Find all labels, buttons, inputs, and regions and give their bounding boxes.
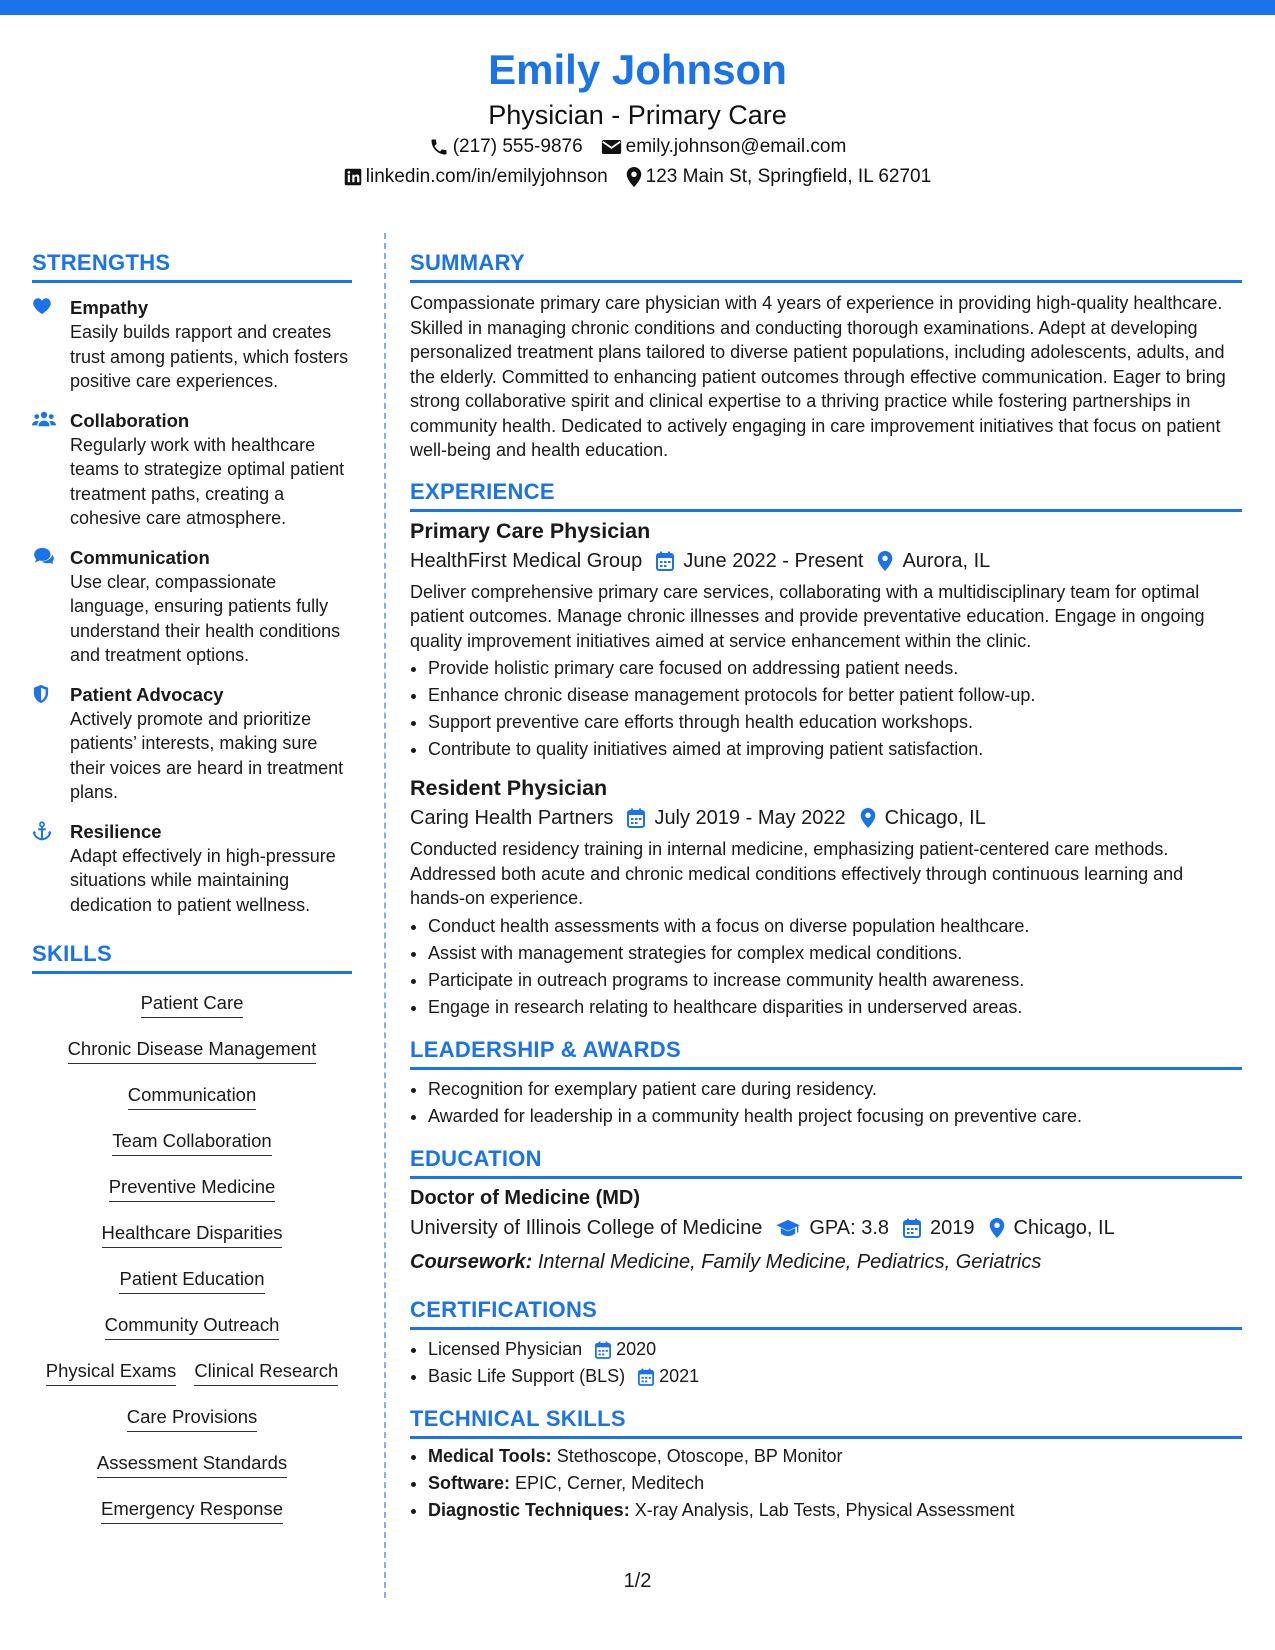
certifications-section	[410, 1295, 1242, 1390]
job-meta	[410, 803, 1242, 833]
tech-label: Diagnostic Techniques:	[428, 1499, 630, 1520]
job-entry	[410, 773, 1242, 1021]
strengths-section	[32, 248, 352, 917]
map-pin-icon	[989, 1218, 1005, 1238]
calendar-icon	[638, 1368, 654, 1386]
envelope-icon	[601, 138, 622, 156]
strength-name: Patient Advocacy	[70, 683, 224, 705]
technical-skills-heading: TECHNICAL SKILLS	[410, 1405, 626, 1431]
list-item: • Support preventive care efforts through health education workshops.	[428, 709, 1242, 736]
users-icon	[32, 408, 56, 531]
job-desc: Deliver comprehensive primary care services, collaborating with a multidisciplinary team for optimal patient outcomes. Manage chronic illnesses and provide preventative education. Engage in ongoing quality improvement initiatives aimed at service enhancement within the clinic.	[410, 581, 1205, 651]
skill-tag: Emergency Response	[101, 1496, 283, 1524]
list-item: • Assist with management strategies for complex medical conditions.	[428, 940, 1242, 967]
education-meta	[410, 1213, 1242, 1243]
gpa-text: GPA: 3.8	[809, 1216, 890, 1239]
column-divider	[384, 233, 386, 1598]
skill-tag: Physical Exams	[46, 1358, 177, 1386]
skills-row	[32, 1128, 352, 1174]
map-pin-icon	[626, 167, 642, 187]
strength-desc: Adapt effectively in high-pressure situations while maintaining dedication to patient wellness.	[70, 845, 336, 915]
skills-row	[32, 1036, 352, 1082]
linkedin-icon	[344, 168, 362, 186]
certifications-list	[410, 1336, 1242, 1390]
section-rule	[32, 280, 352, 283]
job-title: Primary Care Physician	[410, 518, 651, 543]
calendar-icon	[595, 1341, 611, 1359]
list-item: • Awarded for leadership in a community health project focusing on preventive care.	[428, 1103, 1242, 1130]
right-column	[410, 248, 1242, 1534]
summary-text: Compassionate primary care physician with 4 years of experience in providing high-quality healthcare. Skilled in managing chronic conditions and conducting thorough examinations. Adept at developing personalized treatment plans tailored to diverse patient populations, including adolescents, adults, and the elderly. Committed to enhancing patient outcomes through effective communication. Eager to bring strong collaborative spirit and clinical expertise to a thriving practice while fostering partnerships in community health. Dedicated to actively engaging in care improvement initiatives that focus on patient well-being and health education.	[410, 293, 1226, 460]
section-rule	[410, 1176, 1242, 1179]
job-bullets	[410, 655, 1242, 763]
skill-tag: Community Outreach	[105, 1312, 280, 1340]
experience-heading: EXPERIENCE	[410, 478, 555, 504]
technical-skills-section	[410, 1404, 1242, 1524]
job-location-text: Chicago, IL	[884, 807, 986, 829]
skills-row	[32, 990, 352, 1036]
shield-icon	[32, 682, 56, 805]
list-item: • Contribute to quality initiatives aimed at improving patient satisfaction.	[428, 736, 1242, 763]
certifications-heading: CERTIFICATIONS	[410, 1296, 598, 1322]
strength-item	[32, 408, 352, 531]
calendar-icon	[903, 1218, 921, 1238]
education-heading: EDUCATION	[410, 1145, 542, 1171]
skills-section	[32, 939, 352, 1542]
anchor-icon	[32, 819, 56, 918]
company-name: Caring Health Partners	[410, 807, 614, 829]
section-rule	[410, 280, 1242, 283]
phone-icon	[429, 137, 449, 157]
company-name: HealthFirst Medical Group	[410, 549, 643, 572]
map-pin-icon	[877, 551, 893, 571]
top-accent-bar	[0, 0, 1275, 15]
skills-row	[32, 1404, 352, 1450]
contact-email[interactable]	[601, 132, 847, 162]
list-item: • Recognition for exemplary patient care during residency.	[428, 1076, 1242, 1103]
list-item	[428, 1470, 1242, 1497]
contact-row-2	[0, 162, 1275, 192]
candidate-name: Emily Johnson	[488, 46, 787, 93]
strength-item	[32, 682, 352, 805]
cert-year: 2020	[616, 1338, 657, 1359]
strength-desc: Easily builds rapport and creates trust among patients, which fosters positive care experiences.	[70, 322, 349, 391]
skills-row	[32, 1174, 352, 1220]
skill-tag: Patient Care	[141, 990, 244, 1018]
strength-name: Empathy	[70, 297, 149, 318]
candidate-title: Physician - Primary Care	[488, 100, 787, 130]
graduation-cap-icon	[776, 1219, 800, 1237]
job-title: Resident Physician	[410, 776, 608, 800]
list-item: • Conduct health assessments with a focus on diverse population healthcare.	[428, 913, 1242, 940]
summary-heading: SUMMARY	[410, 250, 525, 275]
job-dates	[627, 803, 845, 833]
list-item: • Enhance chronic disease management protocols for better patient follow-up.	[428, 682, 1242, 709]
heart-icon	[32, 295, 56, 394]
address-text: 123 Main St, Springfield, IL 62701	[645, 166, 932, 187]
school-name: University of Illinois College of Medicine	[410, 1216, 763, 1239]
skill-tag: Healthcare Disparities	[102, 1220, 283, 1248]
job-bullets	[410, 913, 1242, 1021]
skills-heading: SKILLS	[32, 941, 113, 966]
skills-row	[32, 1220, 352, 1266]
section-rule	[410, 1327, 1242, 1330]
job-location-text: Aurora, IL	[902, 549, 991, 572]
section-rule	[410, 1436, 1242, 1439]
resume-header	[0, 40, 1275, 192]
skill-tag: Care Provisions	[127, 1404, 258, 1432]
skills-row	[32, 1266, 352, 1312]
list-item	[428, 1336, 1242, 1363]
skills-row	[32, 1496, 352, 1542]
skill-tag: Communication	[128, 1082, 257, 1110]
job-location	[877, 546, 990, 576]
skills-row	[32, 1082, 352, 1128]
experience-section	[410, 477, 1242, 1021]
strength-desc: Actively promote and prioritize patients’ interests, making sure their voices are heard in treatment plans.	[70, 708, 344, 802]
skill-tag: Chronic Disease Management	[68, 1036, 317, 1064]
leadership-bullets	[410, 1076, 1242, 1130]
skill-tag: Assessment Standards	[97, 1450, 287, 1478]
page-number: 1/2	[623, 1570, 652, 1592]
contact-address	[626, 162, 932, 192]
list-item	[428, 1443, 1242, 1470]
leadership-heading: LEADERSHIP & AWARDS	[410, 1036, 681, 1062]
summary-section	[410, 248, 1242, 463]
list-item	[428, 1497, 1242, 1524]
section-rule	[410, 509, 1242, 512]
job-dates	[656, 546, 863, 576]
linkedin-text: linkedin.com/in/emilyjohnson	[365, 166, 608, 187]
skill-tag: Patient Education	[119, 1266, 264, 1294]
strength-name: Resilience	[70, 820, 162, 842]
section-rule	[410, 1067, 1242, 1070]
job-desc: Conducted residency training in internal medicine, emphasizing patient-centered care methods. Addressed both acute and chronic medical conditions effectively through continuous learning and hands-on experience.	[410, 839, 1184, 908]
list-item: • Provide holistic primary care focused on addressing patient needs.	[428, 655, 1242, 682]
tech-value: X-ray Analysis, Lab Tests, Physical Assessment	[634, 1499, 1015, 1520]
strengths-heading: STRENGTHS	[32, 250, 171, 275]
degree-name: Doctor of Medicine (MD)	[410, 1186, 640, 1209]
strength-item	[32, 819, 352, 918]
map-pin-icon	[860, 808, 876, 828]
skills-row	[32, 1358, 352, 1404]
job-location	[860, 803, 986, 833]
strength-item	[32, 545, 352, 668]
job-meta	[410, 546, 1242, 576]
tech-label: Medical Tools:	[428, 1445, 552, 1466]
list-item: • Engage in research relating to healthcare disparities in underserved areas.	[428, 994, 1242, 1021]
comments-icon	[32, 545, 56, 668]
tech-label: Software:	[428, 1472, 511, 1493]
left-column	[32, 248, 352, 1542]
contact-linkedin[interactable]	[344, 162, 608, 192]
list-item	[428, 1363, 1242, 1390]
education-section	[410, 1144, 1242, 1277]
skill-tag: Preventive Medicine	[109, 1174, 276, 1202]
contact-row-1	[0, 132, 1275, 162]
education-year	[903, 1213, 975, 1243]
cert-year: 2021	[659, 1365, 700, 1386]
cert-name: Basic Life Support (BLS)	[428, 1365, 626, 1386]
strength-desc: Use clear, compassionate language, ensuring patients fully understand their health conditions and treatment options.	[70, 571, 341, 665]
calendar-icon	[627, 808, 645, 828]
coursework	[410, 1247, 1242, 1277]
skills-row	[32, 1312, 352, 1358]
calendar-icon	[656, 551, 674, 571]
section-rule	[32, 971, 352, 974]
technical-skills-list	[410, 1443, 1242, 1524]
strength-name: Collaboration	[70, 409, 190, 431]
contact-phone[interactable]	[429, 132, 583, 162]
skills-row	[32, 1450, 352, 1496]
job-dates-text: July 2019 - May 2022	[654, 807, 846, 829]
skills-list	[32, 990, 352, 1542]
strength-name: Communication	[70, 546, 210, 568]
strength-desc: Regularly work with healthcare teams to strategize optimal patient treatment paths, creating a cohesive care atmosphere.	[70, 434, 345, 528]
leadership-section	[410, 1035, 1242, 1130]
coursework-list: Internal Medicine, Family Medicine, Pediatrics, Geriatrics	[537, 1250, 1042, 1273]
job-dates-text: June 2022 - Present	[683, 549, 864, 572]
strength-item	[32, 295, 352, 394]
coursework-label: Coursework:	[410, 1250, 533, 1273]
year-text: 2019	[930, 1216, 975, 1239]
education-gpa	[776, 1213, 889, 1243]
email-text: emily.johnson@email.com	[625, 136, 847, 157]
cert-name: Licensed Physician	[428, 1338, 583, 1359]
job-entry	[410, 516, 1242, 764]
phone-text: (217) 555-9876	[452, 136, 583, 157]
education-location-text: Chicago, IL	[1013, 1216, 1115, 1239]
tech-value: EPIC, Cerner, Meditech	[515, 1472, 705, 1493]
list-item: • Participate in outreach programs to increase community health awareness.	[428, 967, 1242, 994]
tech-value: Stethoscope, Otoscope, BP Monitor	[556, 1445, 843, 1466]
skill-tag: Clinical Research	[194, 1358, 338, 1386]
education-location	[989, 1213, 1115, 1243]
skill-tag: Team Collaboration	[112, 1128, 271, 1156]
